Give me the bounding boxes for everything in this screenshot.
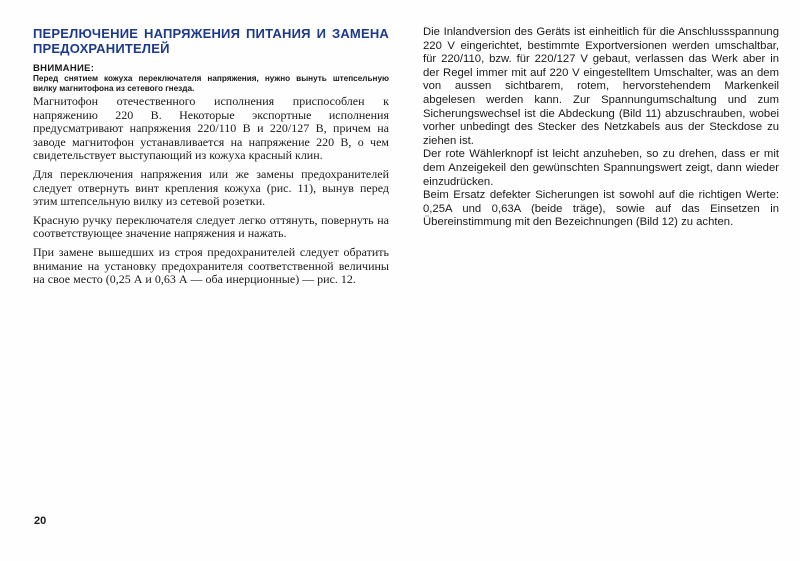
paragraph: Beim Ersatz defekter Sicherungen ist sowohl auf die richtigen Werte: 0,25A und 0,63A (beide träge), sowie auf das Einsetzen in Übereinstimmung mit den Bezeichnungen (Bild 12) zu achten. bbox=[423, 189, 779, 229]
paragraph: Магнитофон отечественного исполнения приспособлен к напряжению 220 В. Некоторые экспортные исполнения предусматривают напряжения 220/110 В и 220/127 В, причем на заводе магнитофон устанавливается на напряжение 220 В, о чем свидетельствует выступающий из кожуха красный клин. bbox=[33, 94, 389, 163]
section-heading: ПЕРЕЛЮЧЕНИЕ НАПРЯЖЕНИЯ ПИТАНИЯ И ЗАМЕНА ПРЕДОХРАНИТЕЛЕЙ bbox=[33, 26, 389, 56]
paragraph: Die Inlandversion des Geräts ist einheitlich für die Anschlussspannung 220 V eingerichtet, bestimmte Exportversionen werden umschaltbar, für 220/110, bzw. für 220/127 V gebaut, verlassen das Werk aber in der Regel immer mit auf 220 V eingestelltem Umschalter, was an dem von aussen sichtbarem, rotem, hervorstehendem Markenkeil abgelesen werden kann. Zur Spannungumschaltung und zum Sicherungswechsel ist die Abdeckung (Bild 11) abzuschrauben, wobei vorher unbedingt des Stecker des Netzkabels aus der Steckdose zu ziehen ist. bbox=[423, 26, 779, 147]
german-column bbox=[423, 26, 779, 230]
paragraph: Красную ручку переключателя следует легко оттянуть, повернуть на соответствующее значение напряжения и нажать. bbox=[33, 212, 389, 241]
paragraph: Der rote Wählerknopf ist leicht anzuheben, so zu drehen, dass er mit dem Anzeigekeil den gewünschten Spannungswert zeigt, dann wieder einzudrücken. bbox=[423, 148, 779, 188]
attention-title: ВНИМАНИЕ: bbox=[33, 63, 95, 74]
page-number: 20 bbox=[34, 515, 47, 527]
russian-column bbox=[33, 26, 389, 292]
paragraph: Для переключения напряжения или же замены предохранителей следует отвернуть винт крепления кожуха (рис. 11), вынув перед этим штепсельную вилку из сетевой розетки. bbox=[33, 166, 389, 209]
paragraph: При замене вышедших из строя предохранителей следует обратить внимание на установку предохранителя соответственной величины на свое место (0,25 А и 0,63 А — оба инерционные) — рис. 12. bbox=[33, 244, 389, 287]
attention-text: Перед снятием кожуха переключателя напряжения, нужно вынуть штепсельную вилку магнитофона из сетевого гнезда. bbox=[33, 74, 389, 93]
